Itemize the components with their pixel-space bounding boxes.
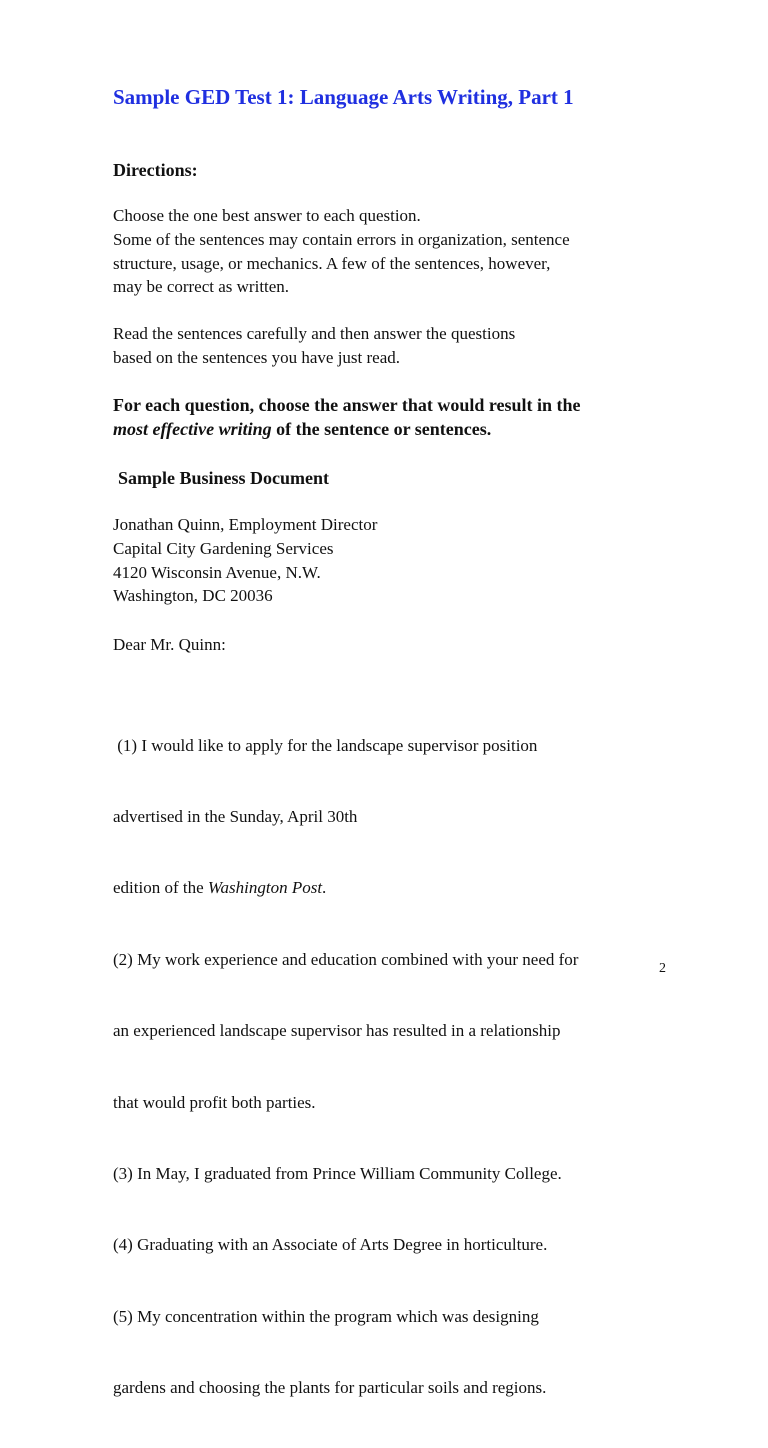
salutation: Dear Mr. Quinn: <box>113 635 226 654</box>
letter-body <box>113 686 578 1448</box>
address-line: Capital City Gardening Services <box>113 538 334 558</box>
letter-line: (5) My concentration within the program which was designing <box>113 1306 539 1326</box>
emphasis-line-1: For each question, choose the answer that would result in the <box>113 395 581 415</box>
newspaper-name: Washington Post <box>207 878 323 898</box>
directions-heading: Directions: <box>113 160 198 180</box>
directions-line: may be correct as written. <box>113 277 290 297</box>
directions-paragraph-1 <box>113 204 570 299</box>
directions-line: Choose the one best answer to each question. <box>113 206 421 225</box>
letter-line: (3) In May, I graduated from Prince William Community College. <box>113 1163 562 1183</box>
letter-text: . <box>322 878 327 898</box>
business-document-heading: Sample Business Document <box>118 468 330 488</box>
letter-text: edition of the <box>113 878 208 898</box>
letter-line: advertised in the Sunday, April 30th <box>113 806 358 826</box>
letter-line: gardens and choosing the plants for particular soils and regions. <box>113 1378 547 1398</box>
emphasis-italic: most effective writing <box>113 419 272 439</box>
address-line: 4120 Wisconsin Avenue, N.W. <box>113 562 321 582</box>
emphasis-line-2 <box>113 417 581 441</box>
letter-line: (2) My work experience and education combined with your need for <box>113 949 579 969</box>
page-number: 2 <box>659 961 666 976</box>
address-block <box>113 513 377 608</box>
letter-line: that would profit both parties. <box>113 1092 316 1112</box>
page-title: Sample GED Test 1: Language Arts Writing, Part 1 <box>113 85 574 109</box>
address-line: Washington, DC 20036 <box>113 586 273 606</box>
address-line: Jonathan Quinn, Employment Director <box>113 515 378 534</box>
letter-line: (1) I would like to apply for the landscape supervisor position <box>113 735 538 755</box>
letter-line <box>113 876 578 900</box>
letter-line: (4) Graduating with an Associate of Arts Degree in horticulture. <box>113 1235 548 1255</box>
directions-paragraph-2 <box>113 322 515 370</box>
directions-emphasis <box>113 393 581 441</box>
directions-line: structure, usage, or mechanics. A few of the sentences, however, <box>113 253 551 273</box>
directions-line: Read the sentences carefully and then answer the questions <box>113 324 516 343</box>
emphasis-rest: of the sentence or sentences. <box>271 419 492 439</box>
letter-line: an experienced landscape supervisor has resulted in a relationship <box>113 1021 561 1041</box>
directions-line: Some of the sentences may contain errors in organization, sentence <box>113 229 570 249</box>
directions-line: based on the sentences you have just read. <box>113 347 401 367</box>
